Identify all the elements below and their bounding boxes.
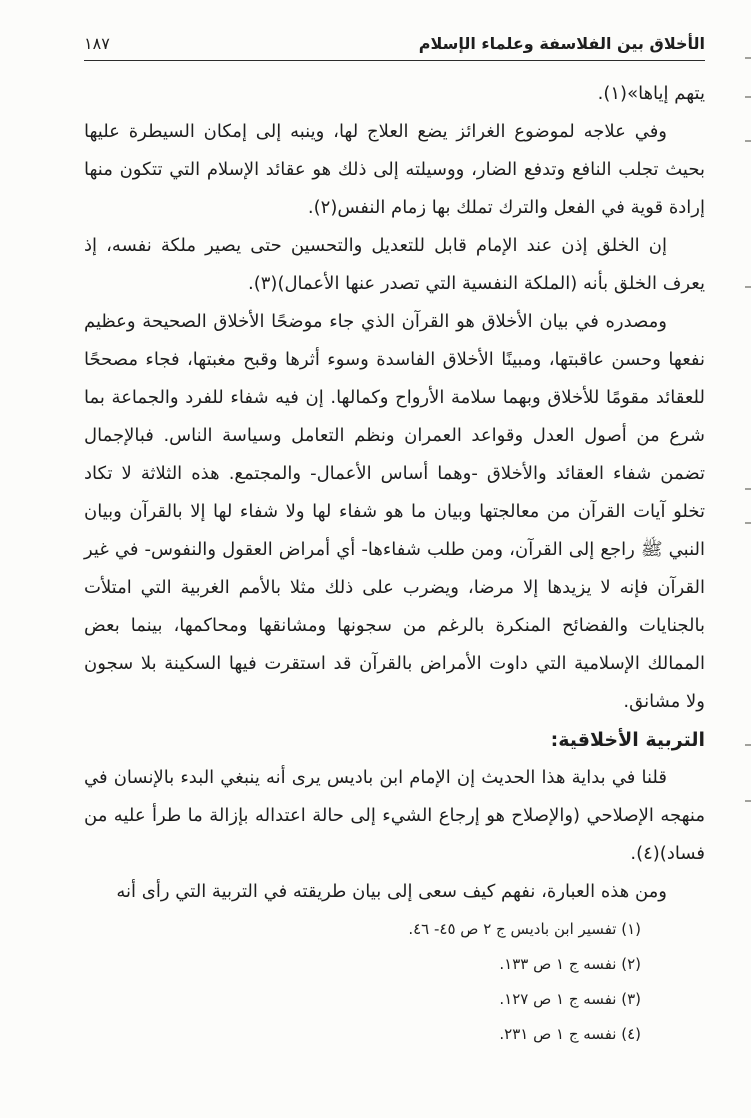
paragraph: ومن هذه العبارة، نفهم كيف سعى إلى بيان طريقته في التربية التي رأى أنه: [116, 881, 667, 902]
paragraph-continuation: يتهم إياها»(١).: [597, 83, 705, 104]
scan-artifact-mark: [745, 286, 751, 288]
footnote: (١) تفسير ابن باديس ج ٢ ص ٤٥- ٤٦.: [408, 920, 641, 938]
paragraph: إن الخلق إذن عند الإمام قابل للتعديل والتحسين حتى يصير ملكة نفسه، إذ يعرف الخلق بأنه (الملكة النفسية التي تصدر عنها الأعمال)(٣).: [84, 235, 705, 294]
scan-artifact-mark: [745, 57, 751, 59]
paragraph: قلنا في بداية هذا الحديث إن الإمام ابن باديس يرى أنه ينبغي البدء بالإنسان في منهجه الإصلاحي (والإصلاح هو إرجاع الشيء إلى حالة اعتداله بإزالة ما طرأ عليه من فساد)(٤).: [84, 767, 705, 864]
section-heading: التربية الأخلاقية:: [550, 729, 705, 751]
footnote: (٢) نفسه ج ١ ص ١٣٣.: [499, 955, 641, 973]
paragraph: وفي علاجه لموضوع الغرائز يضع العلاج لها، وينبه إلى إمكان السيطرة عليها بحيث تجلب النافع وتدفع الضار، ووسيلته إلى ذلك هو عقائد الإسلام التي تتكون منها إرادة قوية في الفعل والترك تملك بها زمام النفس(٢).: [84, 121, 705, 218]
running-head-title: الأخلاق بين الفلاسفة وعلماء الإسلام: [418, 34, 705, 53]
footnotes-block: [84, 912, 641, 1052]
page-number: ١٨٧: [84, 34, 110, 53]
scan-artifact-mark: [745, 800, 751, 802]
page-body: [84, 75, 705, 911]
scan-artifact-mark: [745, 744, 751, 746]
page-header: [84, 34, 705, 61]
footnote: (٤) نفسه ج ١ ص ٢٣١.: [499, 1025, 641, 1043]
footnote: (٣) نفسه ج ١ ص ١٢٧.: [499, 990, 641, 1008]
scan-artifact-mark: [745, 522, 751, 524]
paragraph: ومصدره في بيان الأخلاق هو القرآن الذي جاء موضحًا الأخلاق الصحيحة وعظيم نفعها وحسن عاقبتها، ومبينًا الأخلاق الفاسدة وسوء أثرها وقبح مغبتها، فجاء مصححًا للعقائد مقومًا للأخلاق وبهما سلامة الأرواح وكمالها. إن فيه شفاء للفرد والجماعة بما شرع من أصول العدل وقواعد العمران ونظم التعامل وسياسة الناس. فبالإجمال تضمن شفاء العقائد والأخلاق -وهما أساس الأعمال- والمجتمع. هذه الثلاثة لا تكاد تخلو آيات القرآن من معالجتها وبيان ما هو شفاء لها ولا شفاء لها إلا بالقرآن وبيان النبي ﷺ راجع إلى القرآن، ومن طلب شفاءها- أي أمراض العقول والنفوس- في غير القرآن فإنه لا يزيدها إلا مرضا، ويضرب على ذلك مثلا بالأمم الغربية التي امتلأت بالجنايات والفضائح المنكرة بالرغم من سجونها ومشانقها ومحاكمها، بينما بعض الممالك الإسلامية التي داوت الأمراض بالقرآن قد استقرت فيها السكينة بلا سجون ولا مشانق.: [84, 311, 705, 712]
scan-artifact-mark: [745, 96, 751, 98]
scan-artifact-mark: [745, 140, 751, 142]
scan-artifact-mark: [745, 488, 751, 490]
